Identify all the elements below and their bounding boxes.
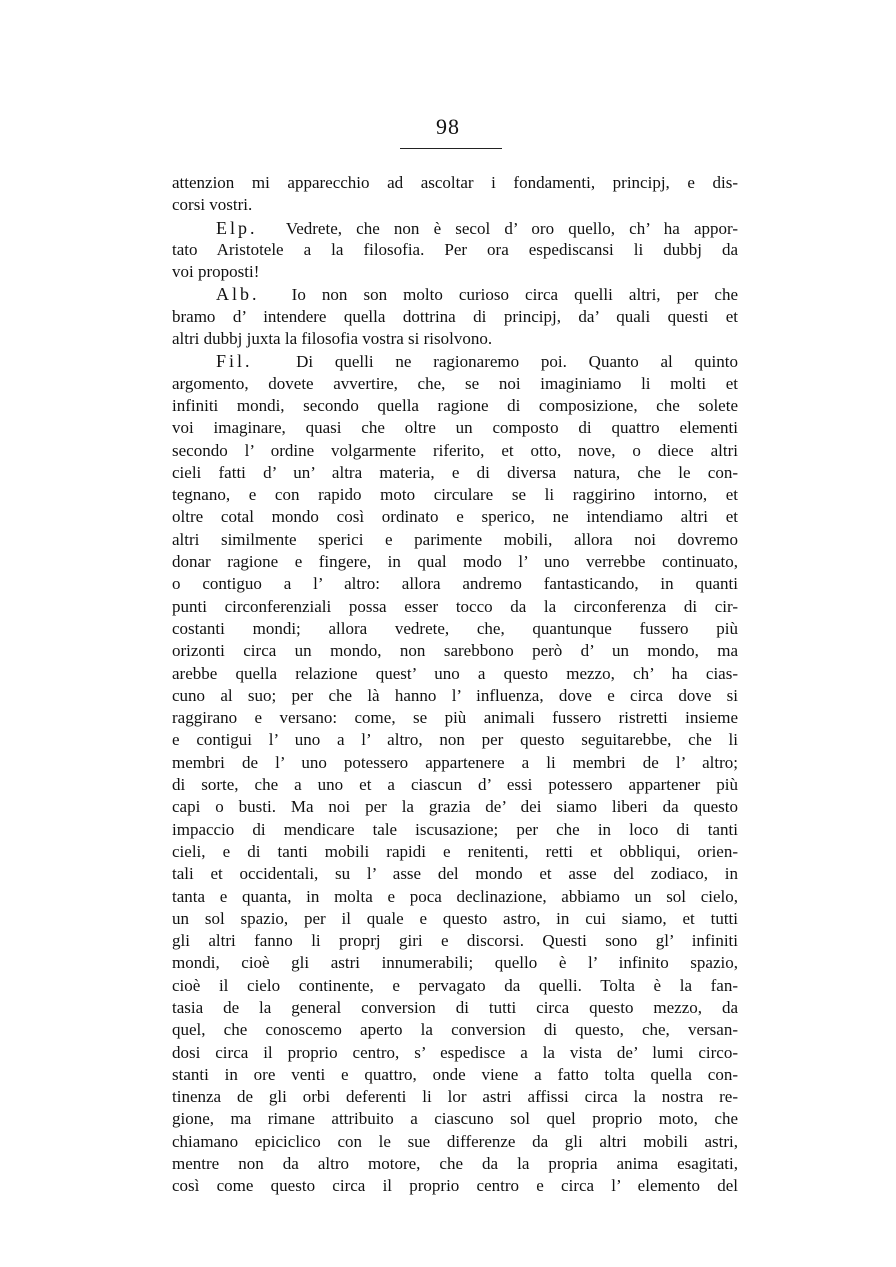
line-text: corsi vostri. <box>172 195 253 215</box>
page-number-rule <box>400 148 502 149</box>
line-text: capi o busti. Ma noi per la grazia de’ dei siamo liberi da questo <box>172 797 738 817</box>
line-text: argomento, dovete avvertire, che, se noi imaginiamo li molti et <box>172 373 738 393</box>
text-line <box>172 863 738 885</box>
line-text: cuno al suo; per che là hanno l’ influenza, dove e circa dove si <box>172 685 738 705</box>
line-text: cieli fatti d’ un’ altra materia, e di diversa natura, che le con- <box>172 462 738 482</box>
speaker-line <box>172 283 738 305</box>
text-line <box>172 930 738 952</box>
line-text: arebbe quella relazione quest’ uno a questo mezzo, ch’ ha cias- <box>172 663 738 683</box>
line-text: tinenza de gli orbi deferenti li lor astri affissi circa la nostra re- <box>172 1087 738 1107</box>
line-text: punti circonferenziali possa esser tocco da la circonferenza di cir- <box>172 596 738 616</box>
text-line <box>172 373 738 395</box>
speaker-line <box>172 217 738 239</box>
text-line <box>172 819 738 841</box>
line-text: tasia de la general conversion di tutti circa questo mezzo, da <box>172 997 738 1017</box>
text-line <box>172 774 738 796</box>
line-text: e contigui l’ uno a l’ altro, non per questo seguitarebbe, che li <box>172 730 738 750</box>
line-text: di sorte, che a uno et a ciascun d’ essi potessero appartener più <box>172 775 738 795</box>
text-line <box>172 752 738 774</box>
text-line <box>172 1153 738 1175</box>
line-text: dosi circa il proprio centro, s’ espedisce a la vista de’ lumi circo- <box>172 1042 738 1062</box>
text-line <box>172 663 738 685</box>
line-text: impaccio di mendicare tale iscusazione; per che in loco di tanti <box>172 819 738 839</box>
text-line <box>172 1064 738 1086</box>
text-line <box>172 573 738 595</box>
line-text: infiniti mondi, secondo quella ragione di composizione, che solete <box>172 395 738 415</box>
text-line <box>172 1175 738 1197</box>
line-text: membri de l’ uno potessero appartenere a li membri de l’ altro; <box>172 752 738 772</box>
line-text: tato Aristotele a la filosofia. Per ora espediscansi li dubbj da <box>172 239 738 259</box>
line-text: cioè il cielo continente, e pervagato da quelli. Tolta è la fan- <box>172 975 738 995</box>
line-text: orizonti circa un mondo, non sarebbono però d’ un mondo, ma <box>172 641 738 661</box>
line-text: tegnano, e con rapido moto circulare se li raggirino intorno, et <box>172 485 738 505</box>
text-line <box>172 462 738 484</box>
line-text: voi proposti! <box>172 262 260 282</box>
text-line <box>172 618 738 640</box>
text-line <box>172 997 738 1019</box>
line-text: attenzion mi apparecchio ad ascoltar i fondamenti, principj, e dis- <box>172 173 738 192</box>
text-line <box>172 1108 738 1130</box>
line-text: gli altri fanno li proprj giri e discorsi. Questi sono gl’ infiniti <box>172 931 738 951</box>
text-line <box>172 417 738 439</box>
line-text: tanta e quanta, in molta e poca declinazione, abbiamo un sol cielo, <box>172 886 738 906</box>
body-text <box>172 172 738 1198</box>
line-text: Vedrete, che non è secol d’ oro quello, ch’ ha appor- <box>285 218 738 238</box>
text-line <box>172 1086 738 1108</box>
line-text: gione, ma rimane attribuito a ciascuno sol quel proprio moto, che <box>172 1109 738 1129</box>
text-line <box>172 707 738 729</box>
text-line <box>172 239 738 261</box>
line-text: mondi, cioè gli astri innumerabili; quello è l’ infinito spazio, <box>172 953 738 973</box>
text-line <box>172 640 738 662</box>
speaker-name: Elp. <box>216 217 258 238</box>
speaker-line <box>172 350 738 372</box>
text-line <box>172 440 738 462</box>
text-line <box>172 395 738 417</box>
line-text: costanti mondi; allora vedrete, che, quantunque fussero più <box>172 618 738 638</box>
text-line <box>172 1042 738 1064</box>
text-line <box>172 685 738 707</box>
text-line <box>172 551 738 573</box>
line-text: chiamano epiciclico con le sue differenze da gli altri mobili astri, <box>172 1131 738 1151</box>
line-text: secondo l’ ordine volgarmente riferito, et otto, nove, o diece altri <box>172 440 738 460</box>
speaker-name: Fil. <box>216 351 253 372</box>
line-text: così come questo circa il proprio centro e circa l’ elemento del <box>172 1176 738 1196</box>
line-text: un sol spazio, per il quale e questo astro, in cui siamo, et tutti <box>172 908 738 928</box>
text-line <box>172 729 738 751</box>
text-line <box>172 484 738 506</box>
speaker-name: Alb. <box>216 284 260 305</box>
line-text: donar ragione e fingere, in qual modo l’ uno verrebbe continuato, <box>172 552 738 572</box>
text-line <box>172 596 738 618</box>
line-text: cieli, e di tanti mobili rapidi e renitenti, retti et obbliqui, orien- <box>172 841 738 861</box>
line-text: quel, che conoscemo aperto la conversion di questo, che, versan- <box>172 1020 738 1040</box>
line-text: voi imaginare, quasi che oltre un composto di quattro elementi <box>172 418 738 438</box>
text-line <box>172 1131 738 1153</box>
text-line <box>172 796 738 818</box>
line-text: mentre non da altro motore, che da la propria anima esagitati, <box>172 1154 738 1174</box>
text-line <box>172 529 738 551</box>
line-text: Io non son molto curioso circa quelli altri, per che <box>291 285 738 305</box>
text-line <box>172 841 738 863</box>
text-line <box>172 975 738 997</box>
text-line <box>172 908 738 930</box>
text-line <box>172 194 738 216</box>
text-line <box>172 172 738 194</box>
line-text: stanti in ore venti e quattro, onde viene a fatto tolta quella con- <box>172 1064 738 1084</box>
text-line <box>172 952 738 974</box>
page-number: 98 <box>436 114 460 139</box>
text-line <box>172 886 738 908</box>
line-text: raggirano e versano: come, se più animali fussero ristretti insieme <box>172 708 738 728</box>
text-line <box>172 1019 738 1041</box>
line-text: altri similmente sperici e parimente mobili, allora noi dovremo <box>172 529 738 549</box>
text-line <box>172 328 738 350</box>
text-line <box>172 506 738 528</box>
line-text: bramo d’ intendere quella dottrina di principj, da’ quali questi et <box>172 306 738 326</box>
line-text: o contiguo a l’ altro: allora andremo fantasticando, in quanti <box>172 574 738 594</box>
line-text: tali et occidentali, su l’ asse del mondo et asse del zodiaco, in <box>172 864 738 884</box>
text-line <box>172 261 738 283</box>
line-text: altri dubbj juxta la filosofia vostra si risolvono. <box>172 329 493 349</box>
text-line <box>172 306 738 328</box>
line-text: Di quelli ne ragionaremo poi. Quanto al quinto <box>296 352 738 372</box>
line-text: oltre cotal mondo così ordinato e sperico, ne intendiamo altri et <box>172 507 738 527</box>
